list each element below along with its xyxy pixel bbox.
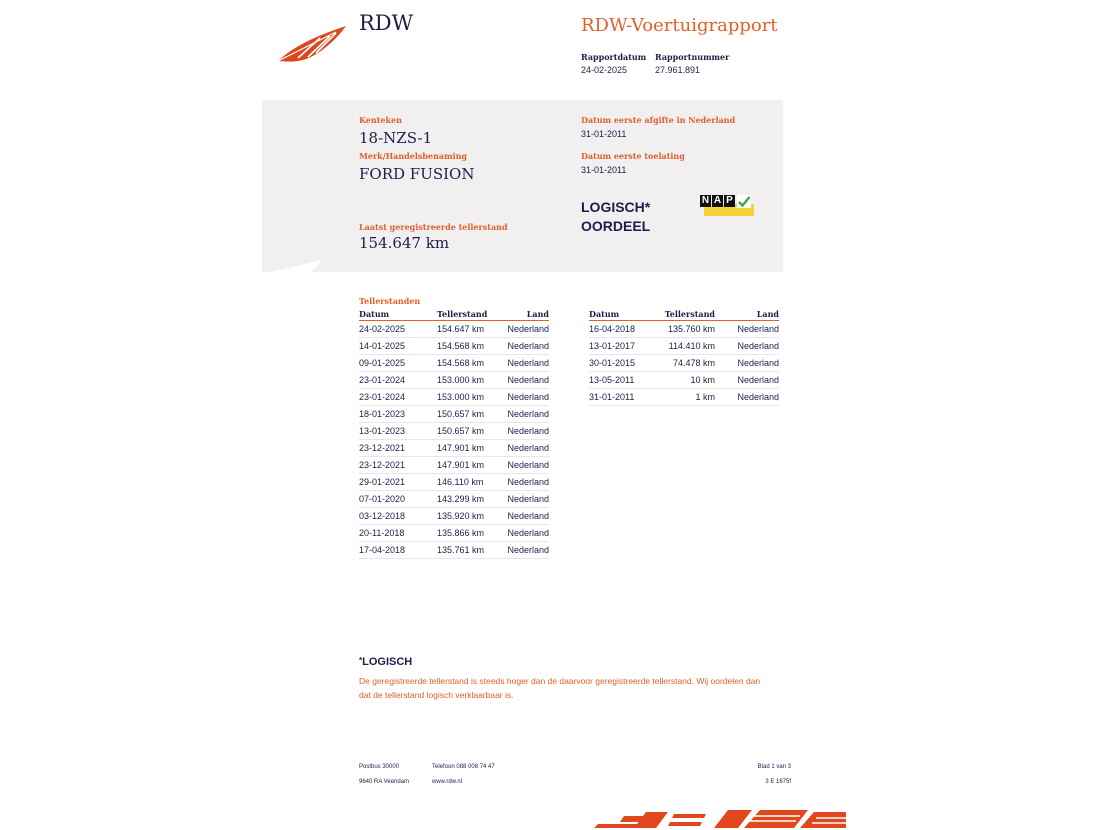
report-title: RDW-Voertuigrapport: [581, 15, 778, 36]
tellerstand-label: Laatst geregistreerde tellerstand: [359, 222, 508, 232]
rdw-logo-icon: [276, 24, 348, 64]
cell-tellerstand: 153.000 km: [437, 372, 497, 389]
afgifte-label: Datum eerste afgifte in Nederland: [581, 115, 736, 125]
col-tellerstand: Tellerstand: [659, 309, 715, 321]
table-row: [359, 542, 549, 559]
cell-land: Nederland: [497, 542, 549, 559]
cell-tellerstand: 1 km: [659, 389, 715, 406]
table-header-row: [589, 309, 779, 321]
table-row: [359, 491, 549, 508]
table-row: [359, 423, 549, 440]
rapportnummer-label: Rapportnummer: [655, 52, 730, 62]
nap-check-icon: [737, 195, 751, 208]
footer-postbus: Postbus 30000: [359, 764, 400, 770]
merk-label: Merk/Handelsbenaming: [359, 151, 468, 161]
cell-datum: 30-01-2015: [589, 355, 659, 372]
tellerstanden-title: Tellerstanden: [359, 296, 421, 306]
cell-land: Nederland: [497, 372, 549, 389]
cell-datum: 13-05-2011: [589, 372, 659, 389]
cell-datum: 13-01-2023: [359, 423, 437, 440]
table-row: [359, 338, 549, 355]
footer-website[interactable]: www.rdw.nl: [432, 779, 463, 785]
cell-tellerstand: 135.866 km: [437, 525, 497, 542]
cell-land: Nederland: [715, 338, 779, 355]
table-row: [589, 321, 779, 338]
kenteken-value: 18-NZS-1: [359, 129, 433, 147]
cell-datum: 09-01-2025: [359, 355, 437, 372]
note-line-2: dat de tellerstand logisch verklaarbaar is.: [359, 690, 514, 700]
cell-land: Nederland: [497, 457, 549, 474]
cell-land: Nederland: [715, 372, 779, 389]
cell-datum: 03-12-2018: [359, 508, 437, 525]
afgifte-value: 31-01-2011: [581, 129, 627, 139]
col-datum: Datum: [589, 309, 659, 321]
cell-land: Nederland: [715, 355, 779, 372]
table-row: [589, 372, 779, 389]
cell-datum: 07-01-2020: [359, 491, 437, 508]
cell-land: Nederland: [715, 389, 779, 406]
cell-land: Nederland: [497, 355, 549, 372]
footer-page-number: Blad 1 van 3: [757, 764, 791, 770]
cell-datum: 24-02-2025: [359, 321, 437, 338]
cell-datum: 13-01-2017: [589, 338, 659, 355]
cell-land: Nederland: [497, 508, 549, 525]
note-star: *: [359, 656, 363, 665]
col-tellerstand: Tellerstand: [437, 309, 497, 321]
cell-datum: 20-11-2018: [359, 525, 437, 542]
cell-tellerstand: 147.901 km: [437, 457, 497, 474]
col-land: Land: [715, 309, 779, 321]
note-text: [359, 674, 760, 702]
note-title: [359, 656, 412, 668]
cell-datum: 23-01-2024: [359, 372, 437, 389]
note-line-1: De geregistreerde tellerstand is steeds hoger dan de daarvoor geregistreerde tellerstand. Wij oordelen dan: [359, 676, 761, 686]
vehicle-panel: [262, 100, 783, 272]
cell-tellerstand: 147.901 km: [437, 440, 497, 457]
cell-tellerstand: 150.657 km: [437, 406, 497, 423]
tellerstand-value: 154.647 km: [359, 234, 450, 252]
cell-tellerstand: 146.110 km: [437, 474, 497, 491]
cell-datum: 14-01-2025: [359, 338, 437, 355]
cell-land: Nederland: [497, 525, 549, 542]
cell-tellerstand: 154.568 km: [437, 338, 497, 355]
table-header-row: [359, 309, 549, 321]
cell-datum: 23-12-2021: [359, 457, 437, 474]
cell-land: Nederland: [497, 474, 549, 491]
kenteken-label: Kenteken: [359, 115, 402, 125]
nap-badge: [700, 195, 754, 216]
cell-land: Nederland: [497, 491, 549, 508]
cell-tellerstand: 154.647 km: [437, 321, 497, 338]
toelating-label: Datum eerste toelating: [581, 151, 685, 161]
table-row: [359, 457, 549, 474]
tellerstanden-table-left: [359, 309, 549, 559]
table-row: [359, 508, 549, 525]
rapportdatum-label: Rapportdatum: [581, 52, 647, 62]
cell-land: Nederland: [497, 423, 549, 440]
table-row: [359, 406, 549, 423]
cell-tellerstand: 143.299 km: [437, 491, 497, 508]
merk-value: FORD FUSION: [359, 165, 475, 183]
rapportdatum-value: 24-02-2025: [581, 65, 628, 75]
tellerstanden-table-right: [589, 309, 779, 406]
cell-tellerstand: 154.568 km: [437, 355, 497, 372]
footer-plaats: 9640 RA Veendam: [359, 779, 410, 785]
cell-tellerstand: 150.657 km: [437, 423, 497, 440]
cell-tellerstand: 135.760 km: [659, 321, 715, 338]
cell-datum: 23-12-2021: [359, 440, 437, 457]
nap-letter-p: P: [724, 195, 735, 207]
rapportnummer-value: 27.961.891: [655, 65, 701, 75]
footer-telefoon: Telefoon 088 008 74 47: [432, 764, 495, 770]
brand-name: RDW: [359, 11, 414, 35]
nap-letter-n: N: [701, 195, 710, 206]
nap-letter-a: A: [713, 195, 722, 206]
cell-tellerstand: 135.920 km: [437, 508, 497, 525]
table-row: [359, 372, 549, 389]
cell-datum: 18-01-2023: [359, 406, 437, 423]
cell-datum: 31-01-2011: [589, 389, 659, 406]
col-land: Land: [497, 309, 549, 321]
cell-land: Nederland: [497, 406, 549, 423]
cell-land: Nederland: [715, 321, 779, 338]
cell-tellerstand: 114.410 km: [659, 338, 715, 355]
cell-tellerstand: 10 km: [659, 372, 715, 389]
cell-datum: 29-01-2021: [359, 474, 437, 491]
cell-land: Nederland: [497, 440, 549, 457]
cell-datum: 23-01-2024: [359, 389, 437, 406]
cell-tellerstand: 153.000 km: [437, 389, 497, 406]
table-row: [359, 355, 549, 372]
cell-datum: 16-04-2018: [589, 321, 659, 338]
cell-tellerstand: 135.761 km: [437, 542, 497, 559]
cell-land: Nederland: [497, 389, 549, 406]
cell-datum: 17-04-2018: [359, 542, 437, 559]
cell-tellerstand: 74.478 km: [659, 355, 715, 372]
footer-code: 3 E 1675f: [765, 779, 791, 785]
table-row: [589, 355, 779, 372]
oordeel-line-2: OORDEEL: [581, 218, 651, 234]
table-row: [589, 338, 779, 355]
table-row: [359, 389, 549, 406]
oordeel-text: [581, 198, 650, 236]
table-row: [359, 474, 549, 491]
table-row: [359, 440, 549, 457]
cell-land: Nederland: [497, 338, 549, 355]
table-row: [359, 525, 549, 542]
table-row: [589, 389, 779, 406]
toelating-value: 31-01-2011: [581, 165, 627, 175]
col-datum: Datum: [359, 309, 437, 321]
cell-land: Nederland: [497, 321, 549, 338]
oordeel-line-1: LOGISCH*: [581, 199, 651, 215]
note-title-text: LOGISCH: [362, 656, 413, 668]
table-row: [359, 321, 549, 338]
decorative-stripes-icon: [594, 810, 846, 830]
